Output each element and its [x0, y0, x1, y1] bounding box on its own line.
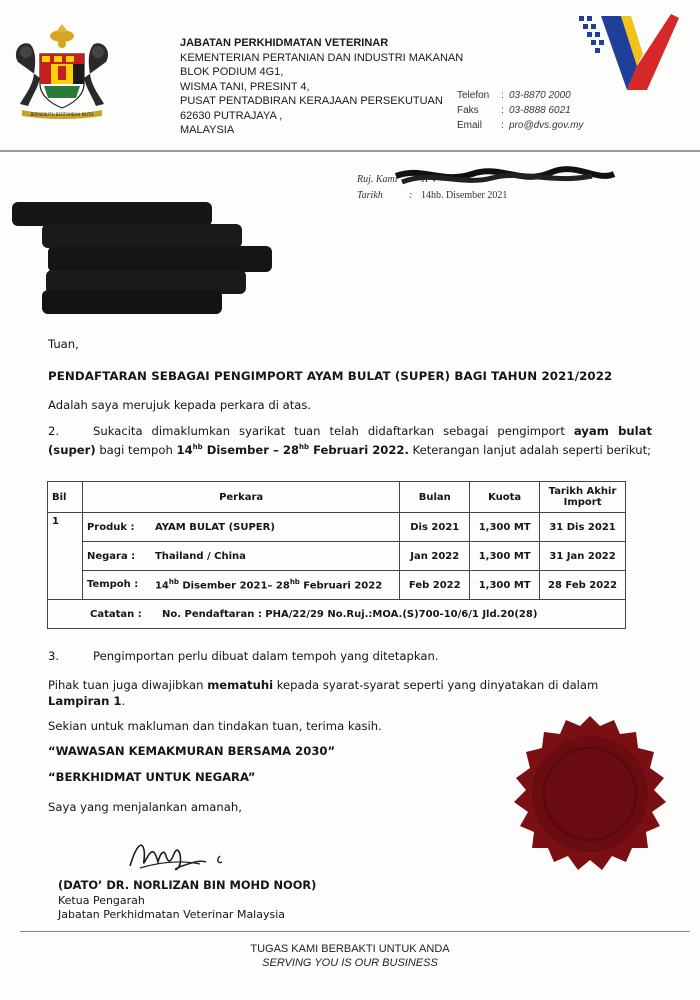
header-bulan: Bulan	[400, 482, 470, 513]
footer-line-malay: TUGAS KAMI BERBAKTI UNTUK ANDA	[250, 943, 450, 955]
redacted-recipient-address	[12, 198, 274, 316]
email-label: Email	[457, 120, 483, 131]
reference-block: Ruj. Kami : JPV Tarikh : 14hb. Disember 2021	[357, 172, 507, 204]
header-divider	[0, 150, 700, 152]
para2-bold-product: ayam bulat (super)	[48, 424, 652, 457]
month-cell: Dis 2021	[400, 513, 470, 542]
import-quota-table	[47, 481, 626, 629]
table-row	[48, 513, 626, 542]
table-header-row	[48, 482, 626, 513]
catatan-row	[48, 600, 626, 629]
closing-line: Sekian untuk makluman dan tindakan tuan, terima kasih.	[48, 719, 382, 733]
date-value: 14hb. Disember 2021	[421, 190, 508, 201]
paragraph-3	[48, 648, 438, 664]
paragraph-number: 3.	[48, 649, 60, 663]
address-line: 62630 PUTRAJAYA ,	[180, 109, 283, 122]
quota-cell: 1,300 MT	[470, 513, 540, 542]
phone-value: 03-8870 2000	[509, 90, 571, 101]
header-tarikh: Tarikh Akhir Import	[540, 482, 626, 513]
department-logo	[575, 10, 680, 95]
redaction-scribble	[392, 164, 617, 188]
para3-text: Pengimportan perlu dibuat dalam tempoh yang ditetapkan.	[93, 649, 439, 663]
header-bil: Bil	[48, 482, 83, 513]
title-line: Jabatan Perkhidmatan Veterinar Malaysia	[58, 908, 286, 921]
address-line: WISMA TANI, PRESINT 4,	[180, 80, 310, 93]
address-line: BLOK PODIUM 4G1,	[180, 66, 284, 78]
address-line: KEMENTERIAN PERTANIAN DAN INDUSTRI MAKANAN	[180, 51, 464, 64]
ref-value: JPV	[421, 174, 438, 185]
address-line: MALAYSIA	[180, 124, 235, 136]
quota-cell: 1,300 MT	[470, 571, 540, 600]
ref-label: Ruj. Kami	[357, 174, 398, 185]
email-value: pro@dvs.gov.my	[509, 120, 584, 131]
paragraph-1: Adalah saya merujuk kepada perkara di atas.	[48, 398, 312, 412]
trust-line: Saya yang menjalankan amanah,	[48, 800, 242, 814]
coat-of-arms-emblem	[6, 22, 118, 122]
deadline-cell: 31 Jan 2022	[540, 542, 626, 571]
title-line: Ketua Pengarah	[58, 894, 145, 907]
para2-text: bagi tempoh	[95, 442, 177, 457]
para2-text: Sukacita dimaklumkan syarikat tuan telah didaftarkan sebagai pengimport	[93, 424, 574, 438]
paragraph-4: Pihak tuan juga diwajibkan mematuhi kepada syarat-syarat seperti yang dinyatakan di dalam Lampiran 1.	[48, 678, 599, 708]
svg-text:BERSEKUTU BERTAMBAH MUTU: BERSEKUTU BERTAMBAH MUTU	[30, 112, 94, 117]
deadline-cell: 31 Dis 2021	[540, 513, 626, 542]
detail-cell: Tempoh : $14^{hb}$ Disember 2021– $28^{hb}$ Februari 2022	[82, 571, 399, 600]
catatan-cell: Catatan : No. Pendaftaran : PHA/22/29 No.Ruj.:MOA.(S)700-10/6/1 Jld.20(28)	[48, 600, 626, 629]
para2-text: Keterangan lanjut adalah seperti berikut;	[408, 442, 652, 457]
detail-cell: Negara : Thailand / China	[82, 542, 399, 571]
footer-divider	[20, 931, 690, 932]
fax-value: 03-8888 6021	[509, 105, 571, 116]
wax-seal	[500, 710, 680, 890]
table-row	[48, 542, 626, 571]
para2-bold-period: $14^{hb}$ Disember – $28^{hb}$ Februari 2022.	[176, 442, 409, 457]
footer-slogan	[0, 942, 700, 970]
signatory-title	[58, 894, 285, 922]
month-cell: Jan 2022	[400, 542, 470, 571]
motto-berkhidmat: “BERKHIDMAT UNTUK NEGARA”	[48, 770, 256, 784]
signatory-name: (DATO’ DR. NORLIZAN BIN MOHD NOOR)	[58, 878, 317, 892]
address-line: PUSAT PENTADBIRAN KERAJAAN PERSEKUTUAN	[180, 95, 443, 107]
fax-label: Faks	[457, 105, 479, 116]
footer-line-english: SERVING YOU IS OUR BUSINESS	[262, 957, 438, 969]
org-name: JABATAN PERKHIDMATAN VETERINAR	[180, 37, 389, 49]
motto-wawasan: “WAWASAN KEMAKMURAN BERSAMA 2030”	[48, 744, 336, 758]
row-number: 1	[48, 513, 83, 600]
date-label: Tarikh	[357, 190, 383, 201]
deadline-cell: 28 Feb 2022	[540, 571, 626, 600]
paragraph-2	[48, 423, 652, 458]
subject-line: PENDAFTARAN SEBAGAI PENGIMPORT AYAM BULAT (SUPER) BAGI TAHUN 2021/2022	[48, 369, 613, 383]
quota-cell: 1,300 MT	[470, 542, 540, 571]
salutation: Tuan,	[48, 337, 79, 351]
header-perkara: Perkara	[82, 482, 399, 513]
detail-cell: Produk : AYAM BULAT (SUPER)	[82, 513, 399, 542]
letterhead-address	[180, 36, 463, 138]
header-kuota: Kuota	[470, 482, 540, 513]
phone-label: Telefon	[457, 90, 490, 101]
handwritten-signature	[70, 826, 230, 886]
table-row	[48, 571, 626, 600]
paragraph-number: 2.	[48, 424, 60, 438]
month-cell: Feb 2022	[400, 571, 470, 600]
contact-block: Telefon : 03-8870 2000 Faks : 03-8888 6021 Email : pro@dvs.gov.my	[457, 90, 584, 131]
